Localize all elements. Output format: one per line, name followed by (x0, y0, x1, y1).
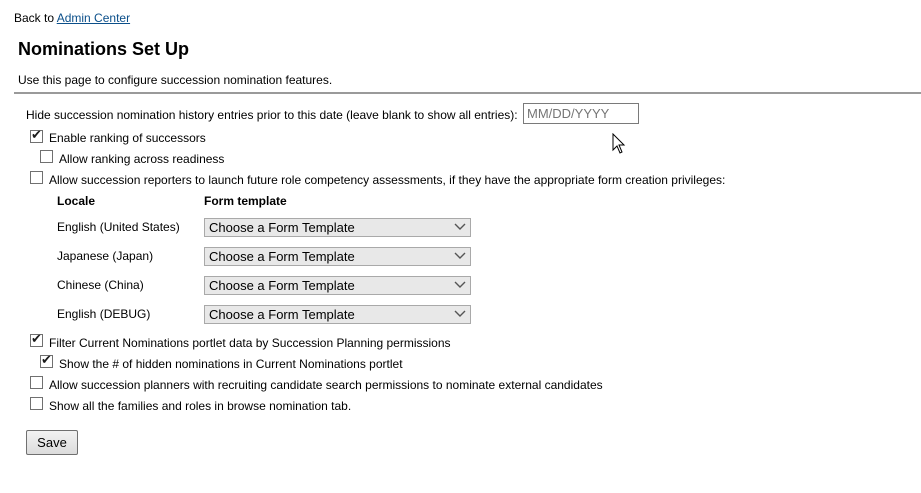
form-template-select[interactable] (204, 276, 471, 295)
form-template-select[interactable] (204, 247, 471, 266)
form-template-column-header: Form template (204, 194, 287, 208)
show-hidden-count-checkbox[interactable] (40, 355, 53, 368)
history-date-label: Hide succession nomination history entries prior to this date (leave blank to show all entries): (26, 108, 518, 122)
chevron-down-icon (454, 280, 466, 290)
show-hidden-count-label: Show the # of hidden nominations in Current Nominations portlet (59, 357, 403, 371)
checkmark-icon: ✔ (31, 332, 42, 347)
breadcrumb-prefix: Back to (14, 11, 55, 25)
show-families-roles-label: Show all the families and roles in browse nomination tab. (49, 399, 352, 413)
admin-center-link[interactable]: Admin Center (56, 11, 131, 25)
ranking-across-readiness-label: Allow ranking across readiness (59, 152, 225, 166)
locale-column-header: Locale (57, 194, 96, 208)
save-button[interactable]: Save (26, 430, 78, 455)
launch-assessments-label: Allow succession reporters to launch future role competency assessments, if they have the appropriate form creation privileges: (49, 173, 726, 187)
locale-label: English (United States) (57, 220, 180, 234)
locale-label: English (DEBUG) (57, 307, 151, 321)
chevron-down-icon (454, 309, 466, 319)
page-title: Nominations Set Up (18, 39, 190, 59)
ranking-across-readiness-checkbox[interactable] (40, 150, 53, 163)
breadcrumb (14, 11, 130, 25)
external-candidates-label: Allow succession planners with recruiting candidate search permissions to nominate external candidates (49, 378, 603, 392)
filter-nominations-checkbox[interactable] (30, 334, 43, 347)
show-families-roles-checkbox[interactable] (30, 397, 43, 410)
enable-ranking-checkbox[interactable] (30, 130, 43, 143)
form-template-select[interactable] (204, 218, 471, 237)
form-template-select-value: Choose a Form Template (209, 307, 355, 322)
form-template-select-value: Choose a Form Template (209, 220, 355, 235)
chevron-down-icon (454, 222, 466, 232)
checkmark-icon: ✔ (31, 128, 42, 143)
enable-ranking-label: Enable ranking of successors (49, 131, 206, 145)
chevron-down-icon (454, 251, 466, 261)
form-template-select-value: Choose a Form Template (209, 278, 355, 293)
external-candidates-checkbox[interactable] (30, 376, 43, 389)
launch-assessments-checkbox[interactable] (30, 171, 43, 184)
filter-nominations-label: Filter Current Nominations portlet data by Succession Planning permissions (49, 336, 451, 350)
checkmark-icon: ✔ (41, 353, 52, 368)
form-template-select-value: Choose a Form Template (209, 249, 355, 264)
page-description: Use this page to configure succession nomination features. (18, 73, 333, 87)
section-divider (14, 92, 921, 94)
locale-label: Japanese (Japan) (57, 249, 154, 263)
form-template-select[interactable] (204, 305, 471, 324)
mouse-pointer-icon (612, 133, 626, 155)
history-date-input[interactable] (523, 103, 639, 124)
locale-label: Chinese (China) (57, 278, 144, 292)
